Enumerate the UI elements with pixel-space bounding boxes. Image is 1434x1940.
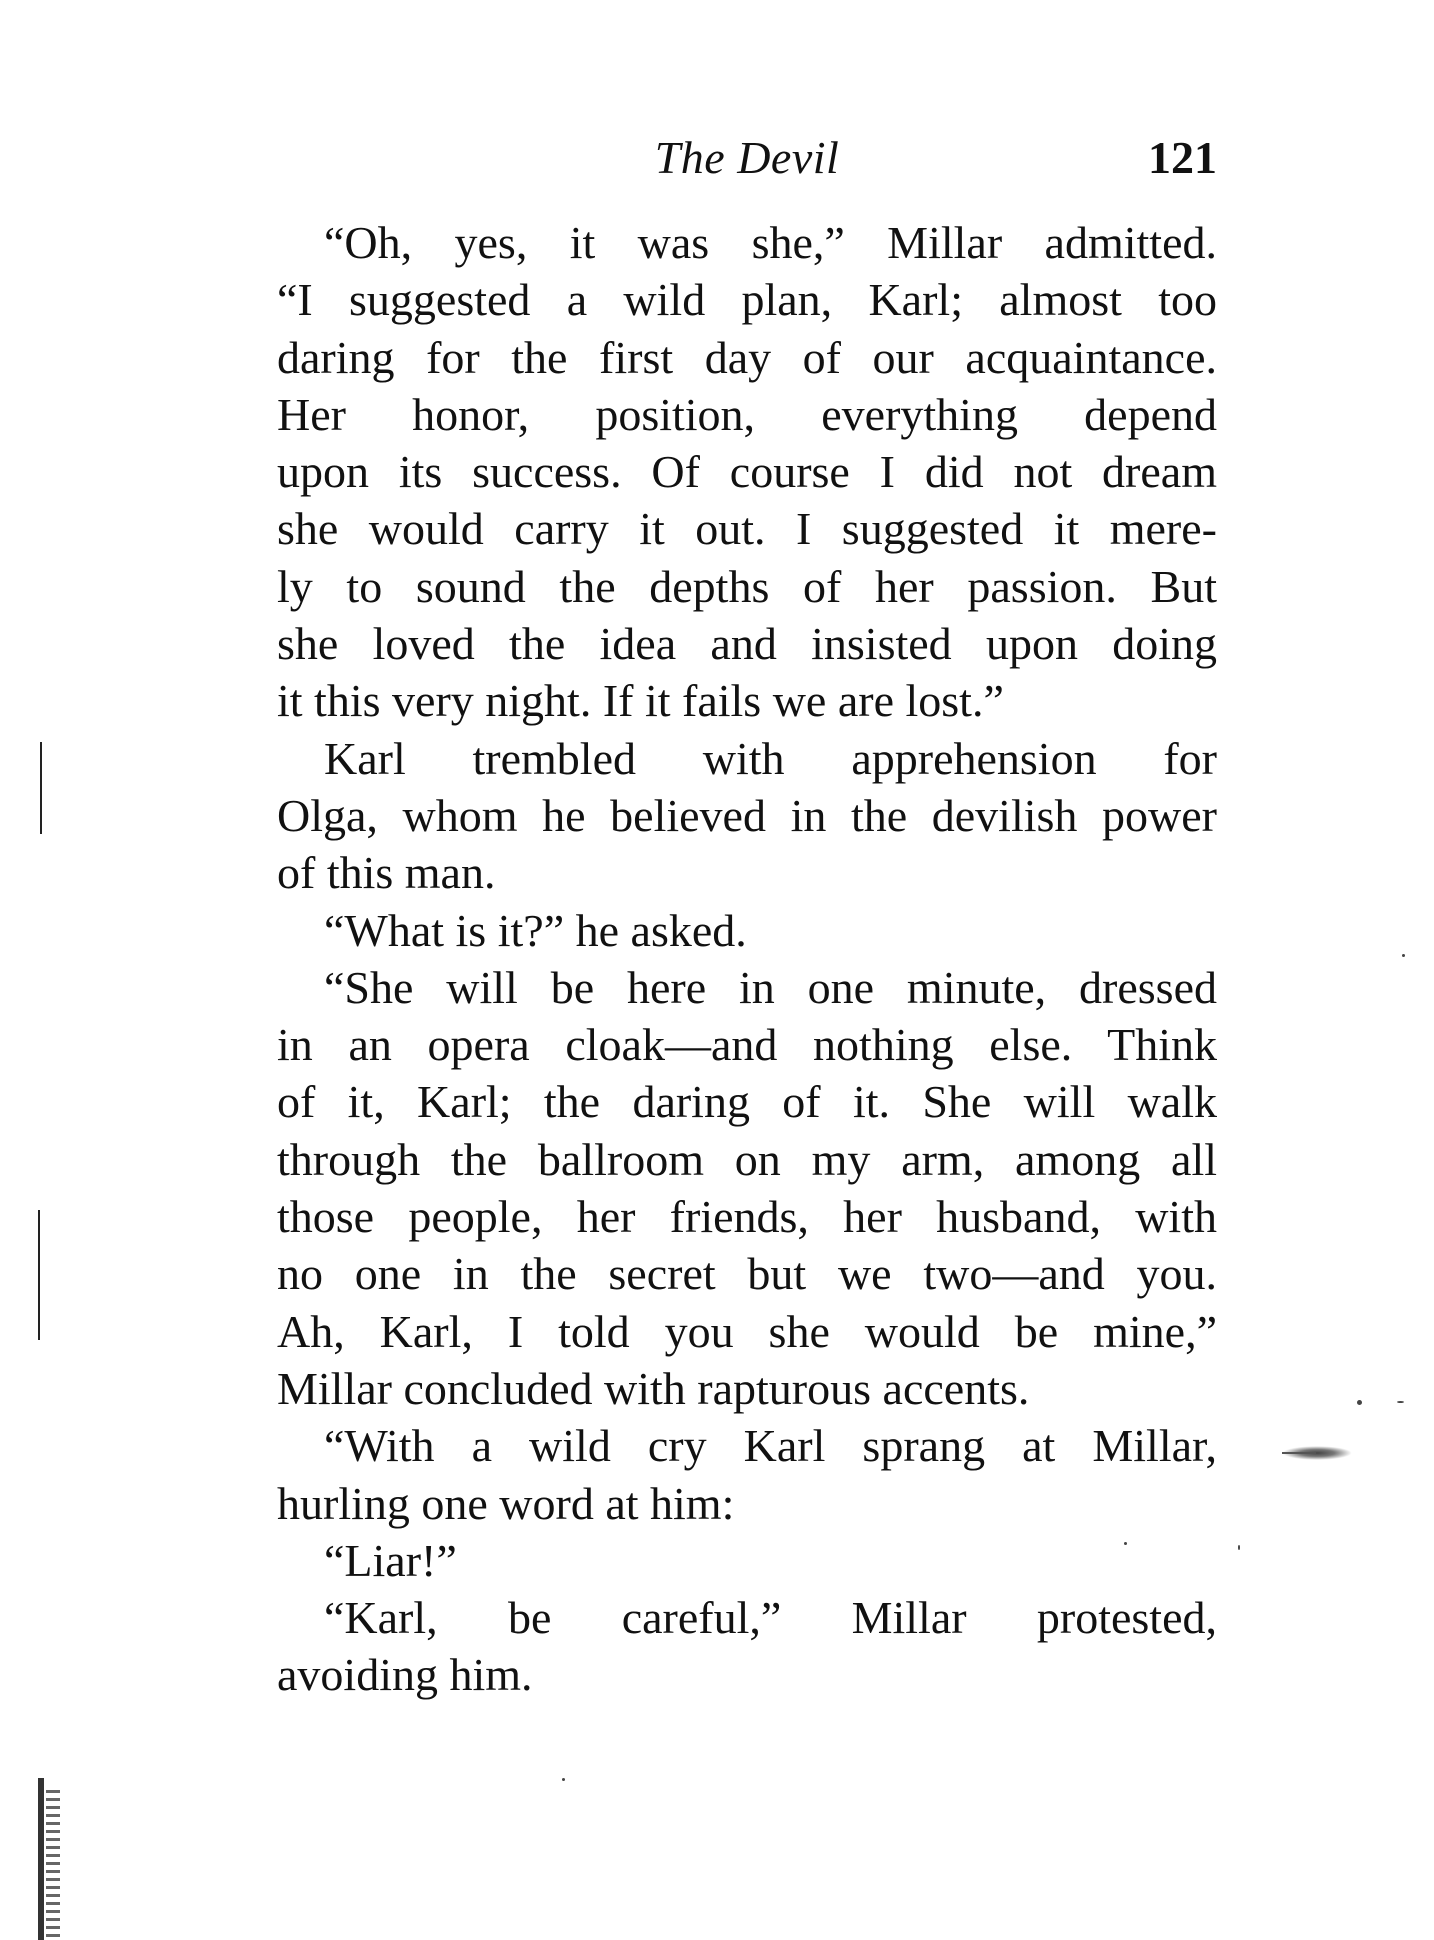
scan-speck	[1124, 1542, 1127, 1545]
text-line: no one in the secret but we two—and you.	[277, 1248, 1217, 1300]
text-line: Olga, whom he believed in the devilish power	[277, 789, 1217, 841]
running-title: The Devil	[654, 132, 840, 183]
text-line: Her honor, position, everything depend	[277, 388, 1217, 440]
text-line: hurling one word at him:	[277, 1477, 735, 1529]
scan-dash-right	[1282, 1452, 1316, 1454]
text-line: of it, Karl; the daring of it. She will walk	[277, 1076, 1217, 1128]
text-line: Karl trembled with apprehension for	[324, 732, 1217, 784]
text-line: “She will be here in one minute, dressed	[324, 961, 1217, 1013]
text-line: “What is it?” he asked.	[324, 904, 747, 956]
scan-speck	[1238, 1545, 1240, 1550]
scan-speck	[1357, 1400, 1362, 1405]
text-line: of this man.	[277, 847, 496, 899]
text-line: through the ballroom on my arm, among all	[277, 1133, 1217, 1185]
body-text	[277, 214, 1217, 1704]
text-line: “With a wild cry Karl sprang at Millar,	[324, 1420, 1217, 1472]
text-line: those people, her friends, her husband, with	[277, 1191, 1217, 1243]
text-line: Ah, Karl, I told you she would be mine,”	[277, 1305, 1217, 1357]
text-line: she would carry it out. I suggested it mere-	[277, 503, 1217, 555]
scan-speck	[562, 1778, 565, 1781]
text-line: avoiding him.	[277, 1649, 533, 1701]
text-line: in an opera cloak—and nothing else. Think	[277, 1019, 1217, 1071]
text-line: “Liar!”	[324, 1534, 457, 1586]
scan-speck	[1402, 954, 1405, 957]
text-line: “Oh, yes, it was she,” Millar admitted.	[324, 217, 1217, 268]
text-line: she loved the idea and insisted upon doing	[277, 618, 1217, 670]
scan-mark-left-upper	[40, 742, 42, 834]
text-line: Millar concluded with rapturous accents.	[277, 1362, 1030, 1414]
page-number: 121	[1148, 132, 1217, 183]
scan-mark-left-middle	[38, 1210, 40, 1340]
running-head	[277, 128, 1217, 188]
text-line: “Karl, be careful,” Millar protested,	[324, 1592, 1217, 1644]
text-line: upon its success. Of course I did not dream	[277, 446, 1217, 498]
scan-mark-left-bottom-fringe	[46, 1790, 60, 1940]
text-line: “I suggested a wild plan, Karl; almost too	[277, 274, 1217, 326]
scan-mark-left-bottom	[38, 1778, 44, 1940]
text-line: it this very night. If it fails we are lost.”	[277, 675, 1004, 727]
text-line: ly to sound the depths of her passion. But	[277, 560, 1217, 612]
scan-speck	[1397, 1401, 1404, 1403]
text-line: daring for the first day of our acquaintance.	[277, 331, 1217, 383]
